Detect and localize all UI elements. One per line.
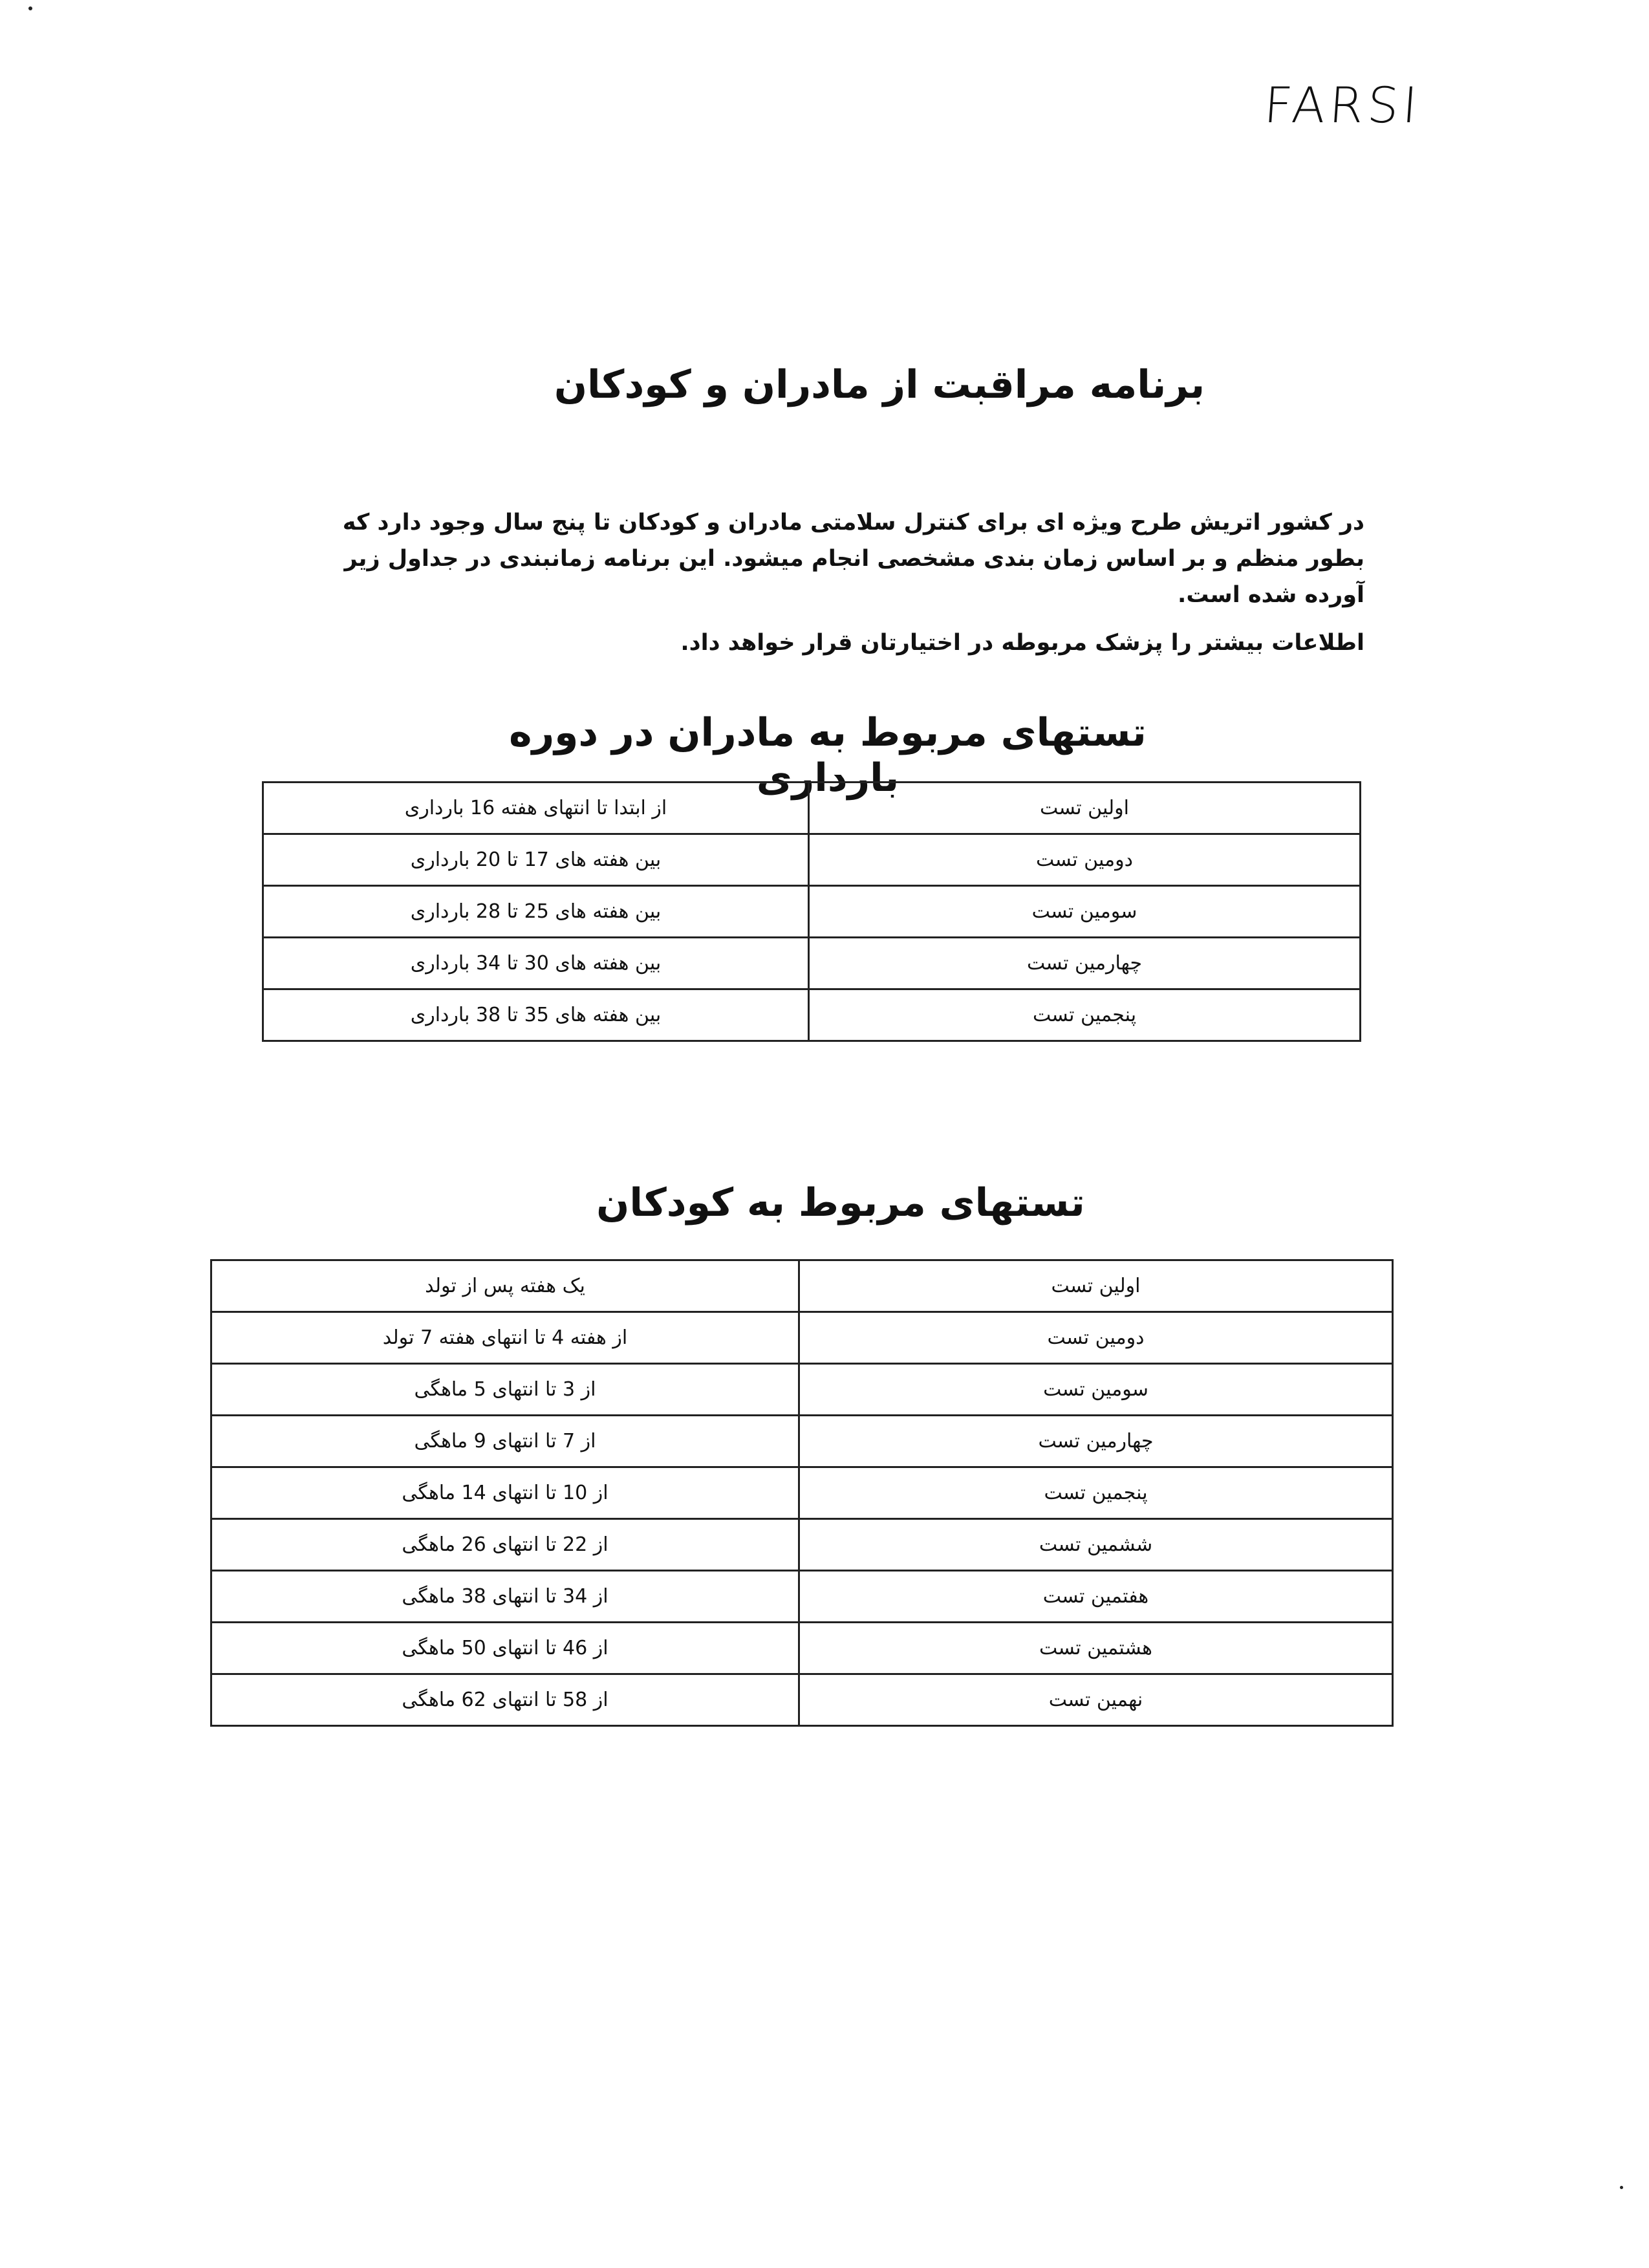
test-timing-cell: از هفته 4 تا انتهای هفته 7 تولد — [211, 1312, 799, 1364]
mothers-schedule-table — [262, 781, 1361, 1042]
test-timing-cell: بین هفته های 30 تا 34 بارداری — [263, 938, 809, 989]
table-row — [211, 1467, 1393, 1519]
test-timing-cell: از 3 تا انتهای 5 ماهگی — [211, 1364, 799, 1416]
table-row — [211, 1571, 1393, 1623]
intro-paragraph: در کشور اتریش طرح ویژه ای برای کنترل سلامتی مادران و کودکان تا پنج سال وجود دارد که بطور منظم و بر اساس زمان بندی مشخصی انجام میشود. این برنامه زمانبندی در جداول زیر آورده شده است. — [342, 510, 1364, 608]
test-name-cell: چهارمین تست — [799, 1416, 1393, 1467]
table-row — [263, 886, 1361, 938]
table-row — [211, 1260, 1393, 1312]
scan-speck-top-left — [28, 6, 32, 10]
test-timing-cell: از 7 تا انتهای 9 ماهگی — [211, 1416, 799, 1467]
table-row — [211, 1519, 1393, 1571]
test-name-cell: دومین تست — [799, 1312, 1393, 1364]
table-row — [263, 783, 1361, 834]
test-name-cell: اولین تست — [809, 783, 1361, 834]
page-title: برنامه مراقبت از مادران و کودکان — [554, 362, 1205, 407]
test-name-cell: پنجمین تست — [809, 989, 1361, 1041]
table-row — [211, 1364, 1393, 1416]
table-row — [211, 1416, 1393, 1467]
test-timing-cell: بین هفته های 35 تا 38 بارداری — [263, 989, 809, 1041]
test-name-cell: سومین تست — [799, 1364, 1393, 1416]
table-row — [211, 1312, 1393, 1364]
test-name-cell: دومین تست — [809, 834, 1361, 886]
test-timing-cell: بین هفته های 17 تا 20 بارداری — [263, 834, 809, 886]
test-timing-cell: از 22 تا انتهای 26 ماهگی — [211, 1519, 799, 1571]
table-row — [263, 989, 1361, 1041]
table-row — [263, 834, 1361, 886]
language-label: FARSI — [1262, 76, 1423, 134]
test-timing-cell: از 10 تا انتهای 14 ماهگی — [211, 1467, 799, 1519]
children-section-title: تستهای مربوط به کودکان — [596, 1180, 1085, 1226]
test-name-cell: نهمین تست — [799, 1674, 1393, 1726]
test-timing-cell: بین هفته های 25 تا 28 بارداری — [263, 886, 809, 938]
table-row — [263, 938, 1361, 989]
test-name-cell: سومین تست — [809, 886, 1361, 938]
test-name-cell: اولین تست — [799, 1260, 1393, 1312]
intro-text — [304, 504, 1364, 661]
test-timing-cell: از 46 تا انتهای 50 ماهگی — [211, 1623, 799, 1674]
test-name-cell: هشتمین تست — [799, 1623, 1393, 1674]
table-row — [211, 1623, 1393, 1674]
test-name-cell: هفتمین تست — [799, 1571, 1393, 1623]
test-name-cell: ششمین تست — [799, 1519, 1393, 1571]
test-timing-cell: از 34 تا انتهای 38 ماهگی — [211, 1571, 799, 1623]
test-timing-cell: از ابتدا تا انتهای هفته 16 بارداری — [263, 783, 809, 834]
test-timing-cell: از 58 تا انتهای 62 ماهگی — [211, 1674, 799, 1726]
test-name-cell: چهارمین تست — [809, 938, 1361, 989]
table-row — [211, 1674, 1393, 1726]
scan-speck-bottom-right — [1620, 2186, 1623, 2189]
test-timing-cell: یک هفته پس از تولد — [211, 1260, 799, 1312]
children-schedule-table — [210, 1259, 1394, 1727]
mothers-section-title: تستهای مربوط به مادران در دوره بارداری — [509, 710, 1147, 801]
test-name-cell: پنجمین تست — [799, 1467, 1393, 1519]
intro-note: اطلاعات بیشتر را پزشک مربوطه در اختیارتان قرار خواهد داد. — [680, 630, 1364, 656]
